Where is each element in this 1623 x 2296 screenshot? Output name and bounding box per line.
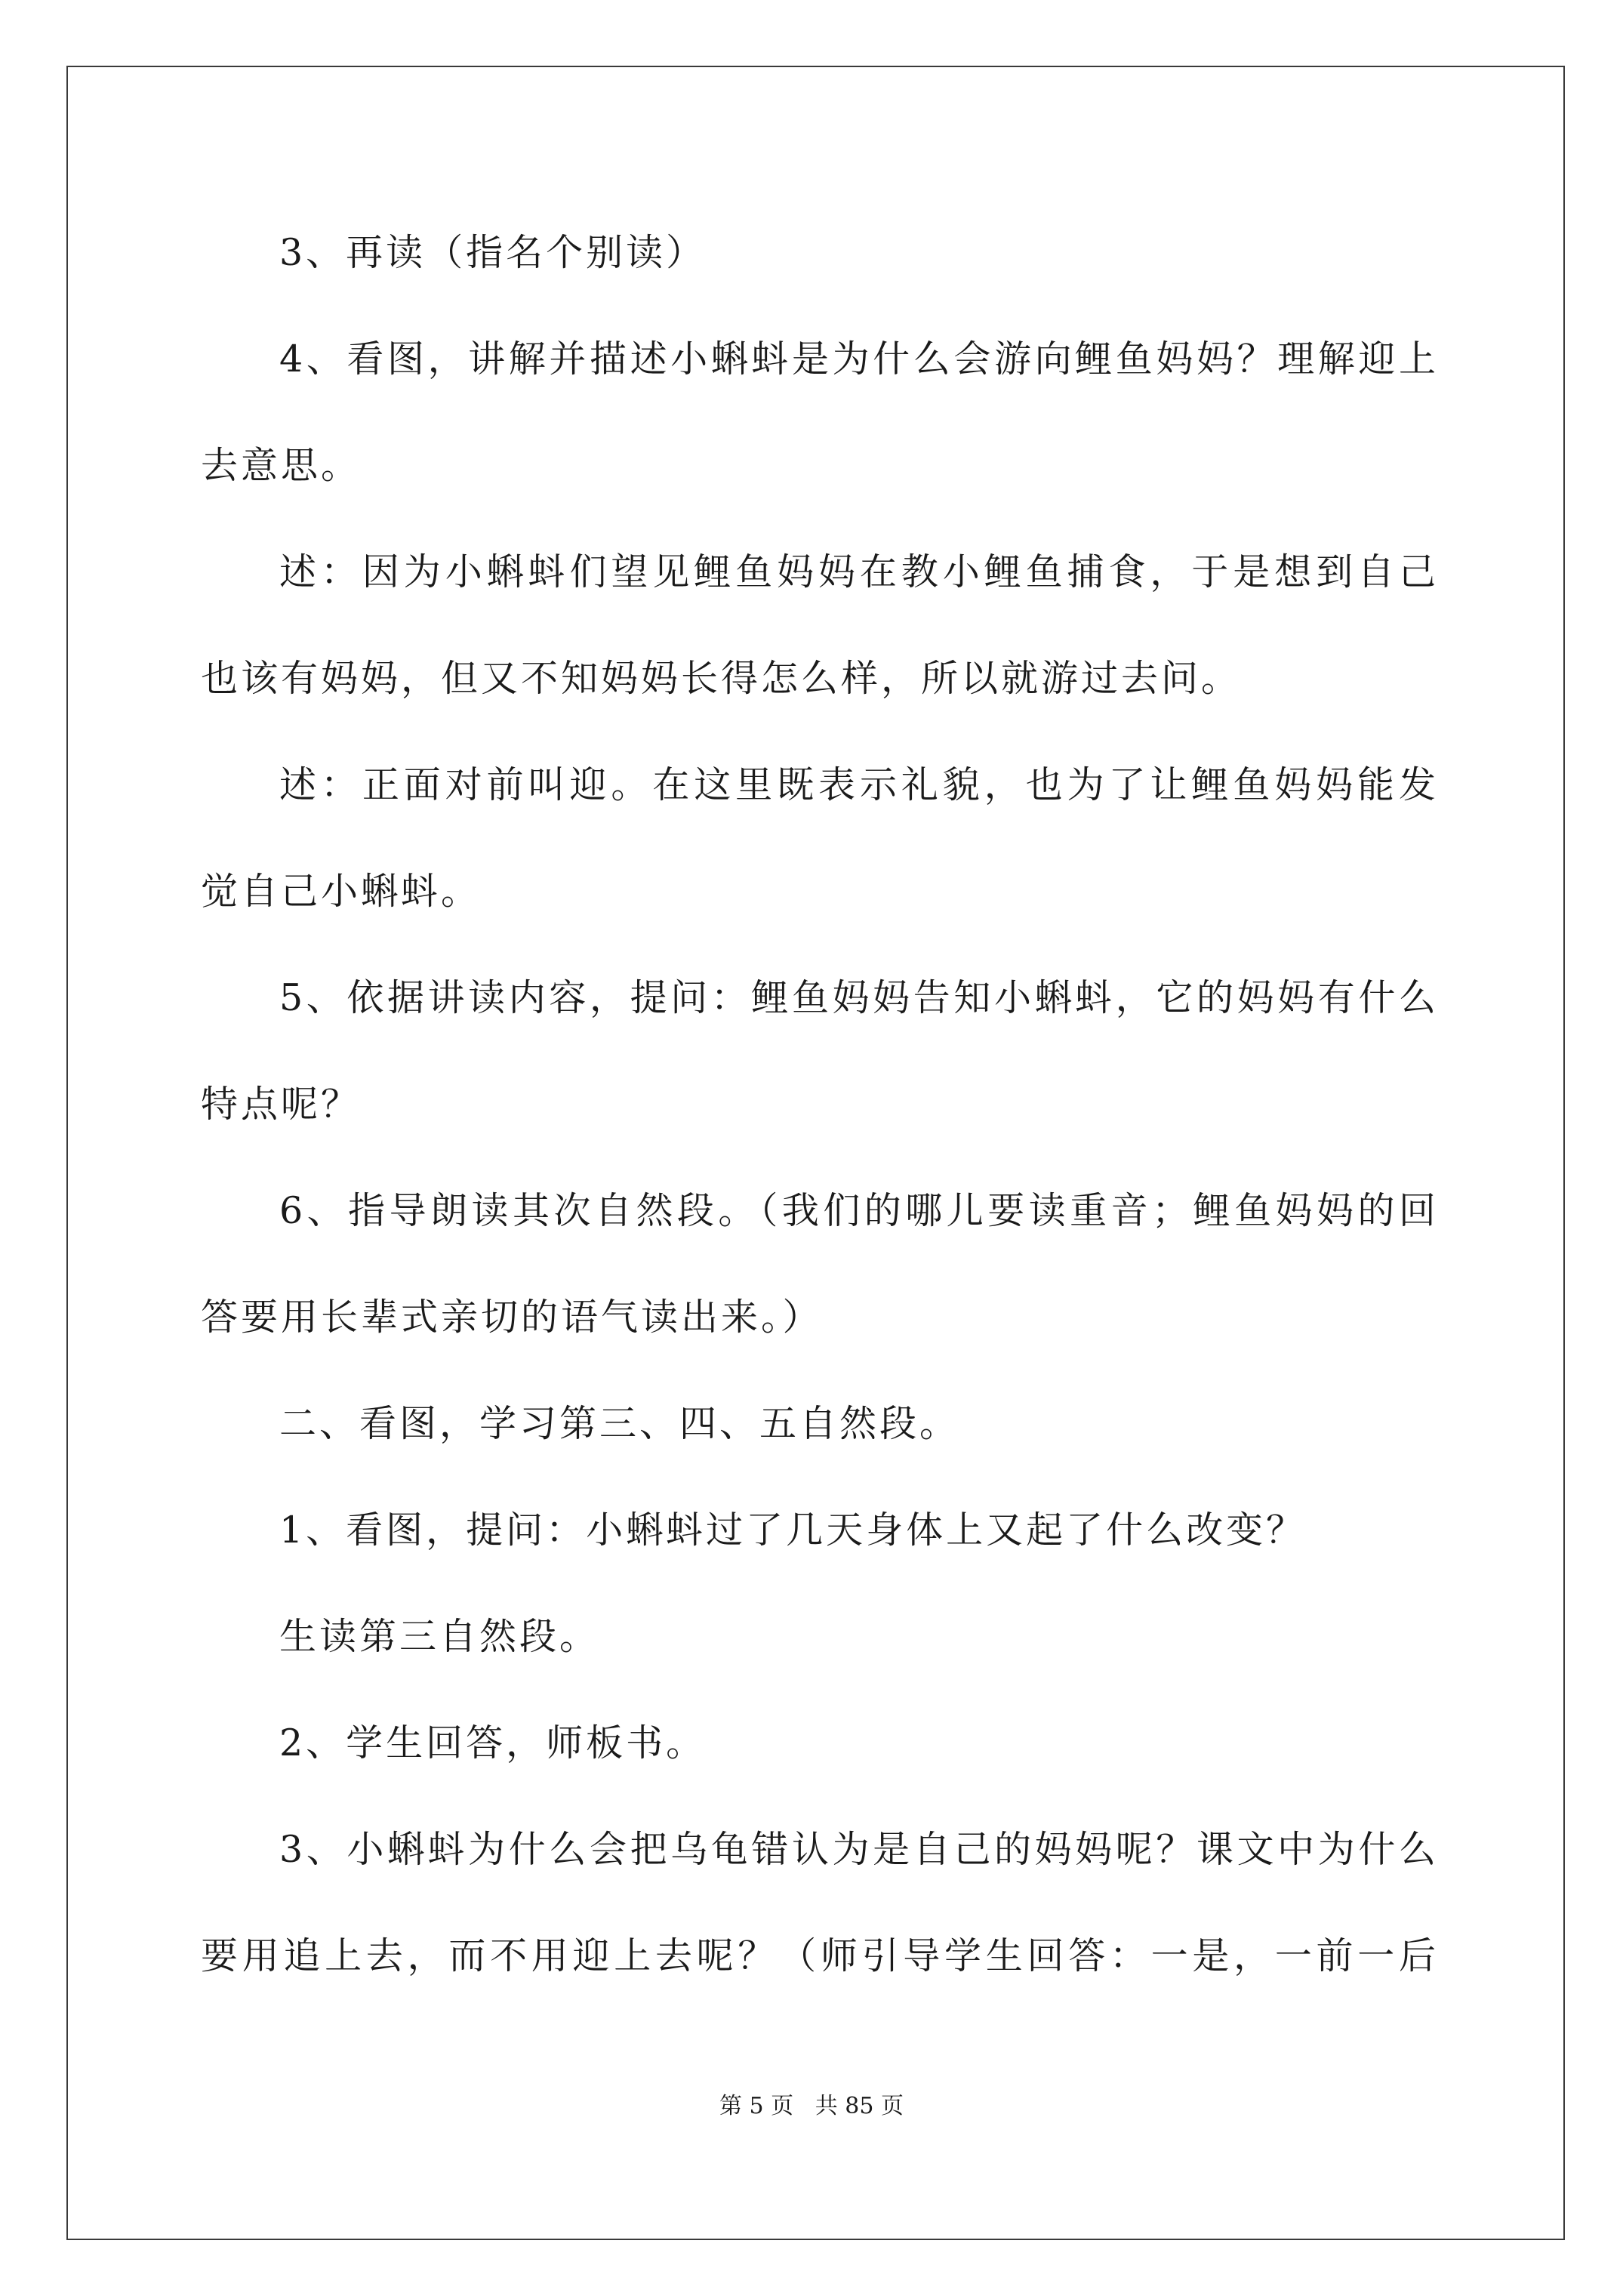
page-border (66, 66, 1565, 2240)
paragraph-line: 生读第三自然段。 (279, 1615, 600, 1658)
paragraph-line: 觉自己小蝌蚪。 (201, 870, 482, 913)
paragraph-line: 5、依据讲读内容，提问：鲤鱼妈妈告知小蝌蚪，它的妈妈有什么 (279, 976, 1439, 1019)
page-number-footer: 第 5 页 共 85 页 (719, 2093, 904, 2119)
paragraph-line: 也该有妈妈，但又不知妈妈长得怎么样，所以就游过去问。 (201, 657, 1242, 700)
paragraph-line: 特点呢？ (201, 1083, 362, 1126)
paragraph-line: 3、再读（指名个别读） (279, 231, 707, 274)
paragraph-line: 要用追上去，而不用迎上去呢？（师引导学生回答：一是，一前一后 (201, 1934, 1439, 1977)
paragraph-line: 4、看图，讲解并描述小蝌蚪是为什么会游向鲤鱼妈妈？理解迎上 (279, 337, 1439, 381)
paragraph-line: 2、学生回答，师板书。 (279, 1721, 707, 1764)
paragraph-line: 1、看图，提问：小蝌蚪过了几天身体上又起了什么改变？ (279, 1509, 1307, 1552)
paragraph-line: 二、看图，学习第三、四、五自然段。 (279, 1402, 960, 1445)
paragraph-line: 述：因为小蝌蚪们望见鲤鱼妈妈在教小鲤鱼捕食，于是想到自己 (279, 550, 1439, 593)
paragraph-line: 答要用长辈式亲切的语气读出来。） (201, 1296, 823, 1339)
paragraph-line: 述：正面对前叫迎。在这里既表示礼貌，也为了让鲤鱼妈妈能发 (279, 763, 1439, 806)
paragraph-line: 去意思。 (201, 444, 362, 487)
paragraph-line: 6、指导朗读其次自然段。（我们的哪儿要读重音；鲤鱼妈妈的回 (279, 1189, 1439, 1232)
paragraph-line: 3、小蝌蚪为什么会把乌龟错认为是自己的妈妈呢？课文中为什么 (279, 1828, 1439, 1871)
